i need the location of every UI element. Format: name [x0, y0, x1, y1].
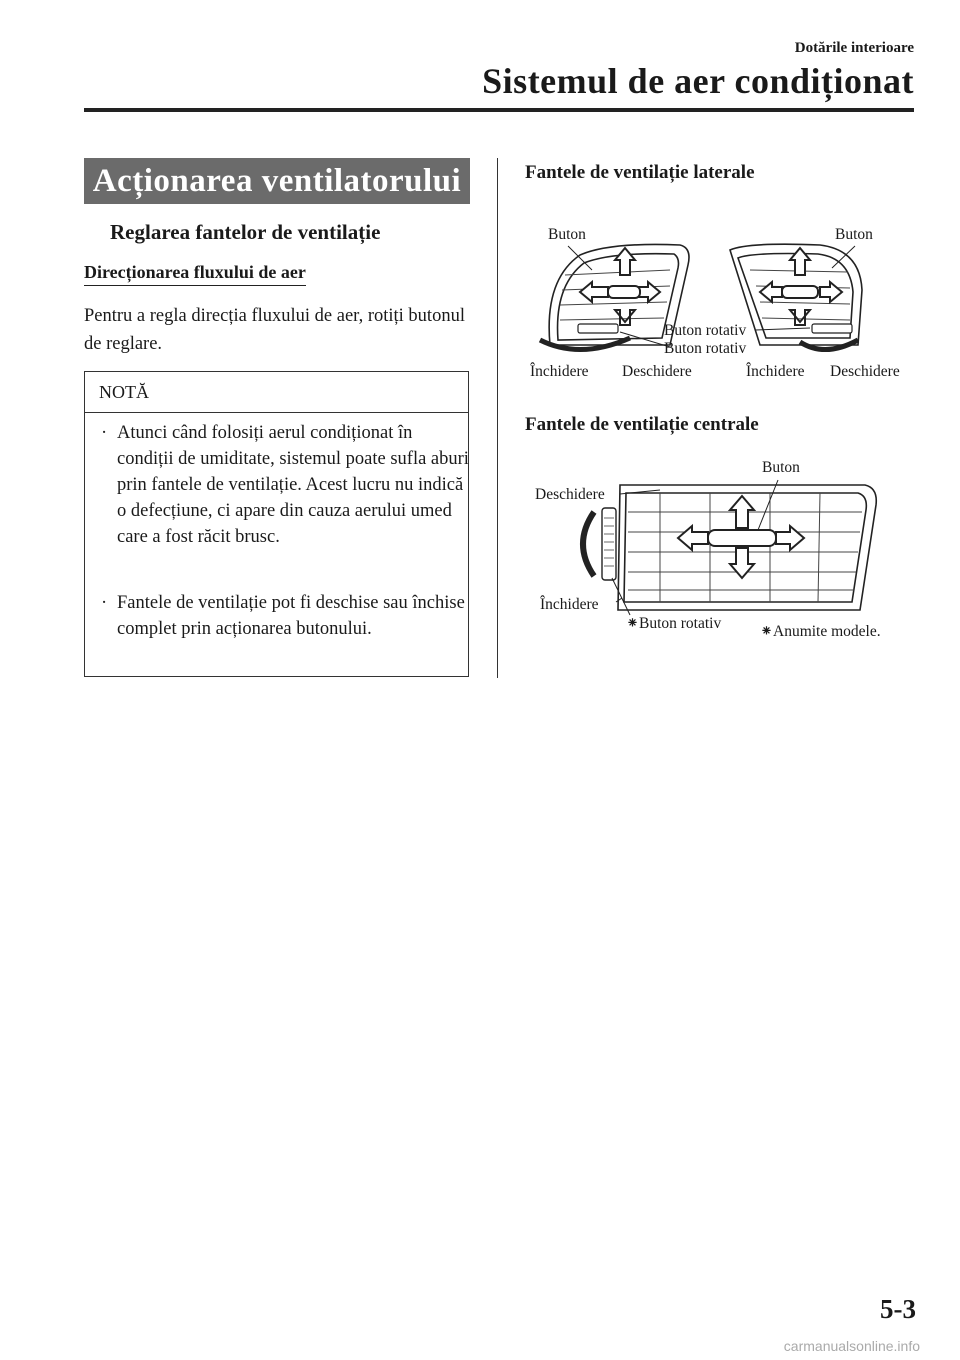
- watermark: carmanualsonline.info: [783, 1338, 920, 1354]
- label-center-button: Buton: [762, 459, 800, 476]
- label-button-right: Buton: [835, 226, 873, 243]
- bullet-icon: ·: [101, 423, 108, 443]
- subheading: Reglarea fantelor de ventilație: [110, 220, 381, 244]
- label-footnote: ⁕Anumite modele.: [760, 623, 881, 640]
- label-close-right: Închidere: [746, 363, 805, 380]
- body-paragraph: Pentru a regla direcția fluxului de aer, rotiți butonul de reglare.: [84, 306, 465, 354]
- label-center-knob: ⁕Buton rotativ: [626, 615, 722, 632]
- section-title: Acționarea ventilatorului: [84, 158, 470, 204]
- label-center-open: Deschidere: [535, 486, 605, 503]
- center-rotate-arrow: [583, 512, 594, 576]
- sub-subheading: Direcționarea fluxului de aer: [84, 262, 306, 286]
- center-vents-heading: Fantele de ventilație centrale: [525, 414, 759, 435]
- label-knob-1: Buton rotativ: [664, 322, 747, 339]
- bullet-icon: ·: [101, 593, 108, 613]
- chapter-label: Dotările interioare: [794, 40, 914, 56]
- side-vents-heading: Fantele de ventilație laterale: [525, 162, 755, 183]
- note-heading: NOTĂ: [85, 372, 468, 413]
- note-box: [84, 371, 469, 677]
- label-open-right: Deschidere: [830, 363, 900, 380]
- label-close-left: Închidere: [530, 363, 589, 380]
- header-rule: [84, 108, 914, 112]
- label-center-close: Închidere: [540, 596, 599, 613]
- label-open-left: Deschidere: [622, 363, 692, 380]
- asterisk-icon: ⁕: [760, 623, 773, 640]
- note-item: [99, 420, 472, 550]
- label-knob-2: Buton rotativ: [664, 340, 747, 357]
- asterisk-icon: ⁕: [626, 615, 639, 632]
- label-button-left: Buton: [548, 226, 586, 243]
- note-item-text: Fantele de ventilație pot fi deschise sau închise complet prin acționarea butonului.: [117, 593, 465, 639]
- center-vents-illustration: [560, 470, 890, 620]
- page-number: 5-3: [880, 1294, 916, 1324]
- note-item-text: Atunci când folosiți aerul condiționat în condiții de umiditate, sistemul poate sufla aburi prin fantele de ventilație. Acest lucru nu indică o defecțiune, ci apare din cauza aerului umed care a fost răcit brusc.: [117, 423, 469, 547]
- note-item: [99, 590, 472, 642]
- page-header-title: Sistemul de aer condiționat: [482, 61, 914, 101]
- column-divider: [497, 158, 498, 678]
